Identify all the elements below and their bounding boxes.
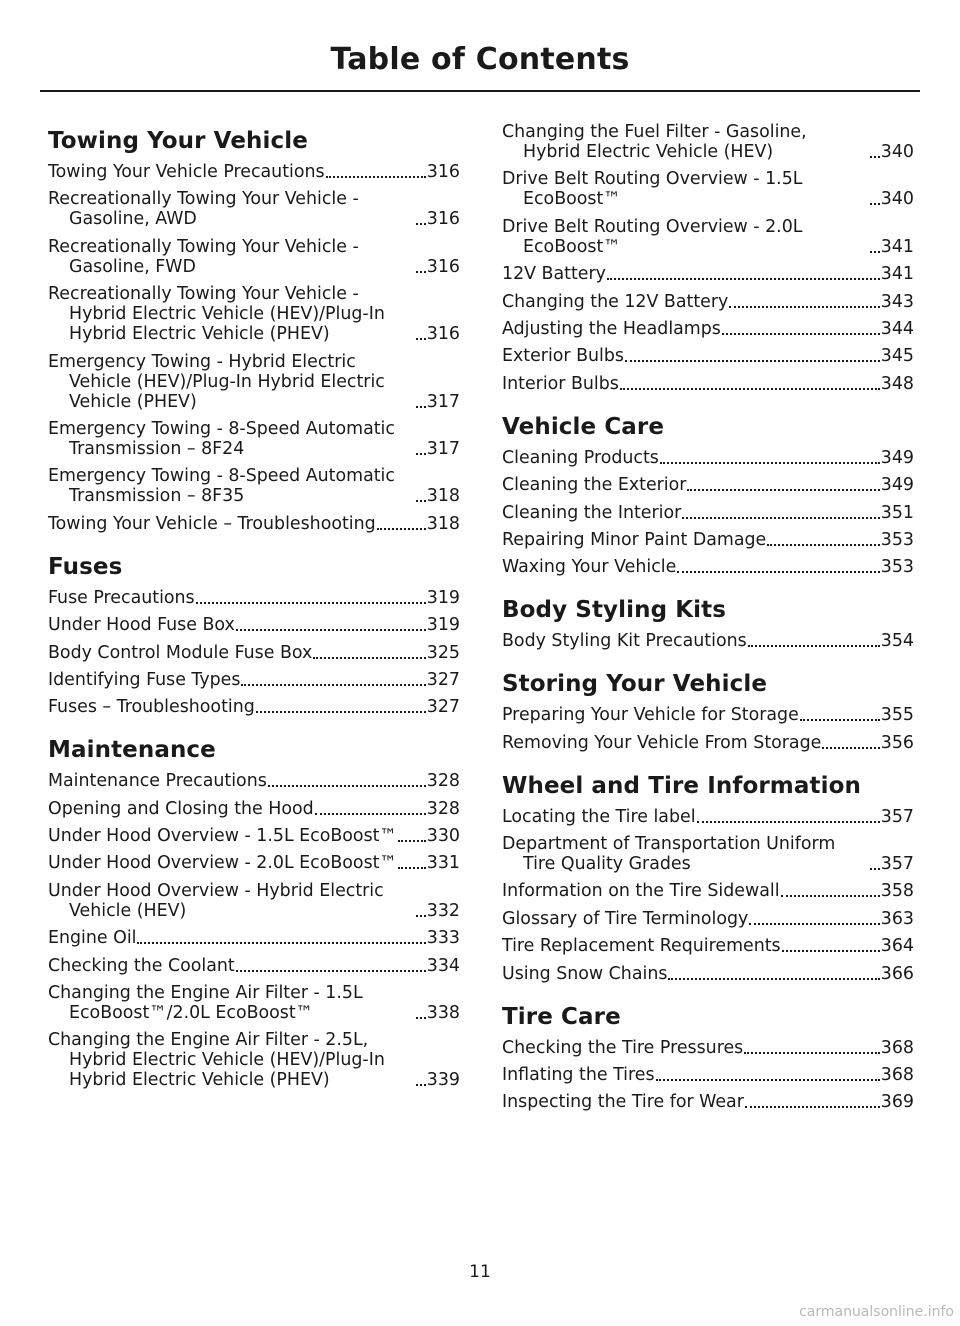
page-number: 11	[469, 1262, 491, 1282]
dot-leader	[782, 950, 880, 952]
toc-entry-title: Recreationally Towing Your Vehicle - Hybrid Electric Vehicle (HEV)/Plug-In Hybrid Electric Vehicle (PHEV)	[48, 284, 385, 345]
toc-entry-title: Exterior Bulbs	[502, 346, 624, 367]
toc-entry-page: 356	[880, 732, 914, 753]
toc-entry[interactable]	[48, 697, 460, 717]
page-title: Table of Contents	[330, 42, 630, 77]
toc-entry-page: 351	[880, 502, 914, 523]
toc-entry[interactable]	[48, 466, 460, 506]
toc-entry[interactable]	[48, 284, 460, 344]
toc-entry-page: 332	[426, 900, 460, 921]
toc-entry-page: 339	[426, 1070, 460, 1091]
toc-entry[interactable]	[502, 319, 914, 339]
toc-section	[502, 773, 914, 984]
toc-entry-page: 354	[880, 631, 914, 652]
dot-leader	[656, 1079, 880, 1081]
dot-leader	[315, 813, 426, 815]
toc-entry-title: Inspecting the Tire for Wear	[502, 1092, 744, 1113]
toc-entry-title: Body Control Module Fuse Box	[48, 642, 313, 663]
toc-entry-title: Department of Transportation Uniform Tire Quality Grades	[502, 834, 836, 875]
toc-entry-page: 316	[426, 324, 460, 345]
section-heading: Body Styling Kits	[502, 597, 727, 624]
toc-entry-page: 316	[426, 209, 460, 230]
dot-leader	[625, 360, 880, 362]
toc-section	[48, 128, 460, 534]
toc-entry-page: 353	[880, 529, 914, 550]
toc-entry[interactable]	[48, 588, 460, 608]
toc-entry-title: Opening and Closing the Hood	[48, 798, 314, 819]
toc-entry[interactable]	[48, 352, 460, 412]
toc-entry[interactable]	[502, 1092, 914, 1112]
toc-entry[interactable]	[502, 530, 914, 550]
section-heading: Vehicle Care	[502, 413, 665, 440]
toc-entry-page: 331	[426, 853, 460, 874]
toc-entry-page: 316	[426, 162, 460, 182]
toc-entry-page: 341	[880, 236, 914, 257]
toc-entry-title: Towing Your Vehicle Precautions	[48, 162, 325, 182]
dot-leader	[416, 453, 426, 455]
dot-leader	[682, 517, 880, 519]
toc-entry-title: Towing Your Vehicle – Troubleshooting	[48, 513, 376, 534]
dot-leader	[416, 1084, 426, 1086]
toc-entry-page: 355	[880, 705, 914, 726]
toc-entry[interactable]	[48, 670, 460, 690]
toc-entry-page: 345	[880, 346, 914, 367]
dot-leader	[236, 970, 426, 972]
toc-entry-title: Changing the Engine Air Filter - 2.5L, Hybrid Electric Vehicle (HEV)/Plug-In Hybrid Electric Vehicle (PHEV)	[48, 1030, 385, 1091]
dot-leader	[687, 489, 879, 491]
dot-leader	[313, 657, 426, 659]
dot-leader	[377, 528, 426, 530]
dot-leader	[416, 500, 426, 502]
toc-entry-title: Drive Belt Routing Overview - 2.0L EcoBoost™	[502, 216, 803, 257]
toc-entry[interactable]	[502, 292, 914, 312]
section-heading: Tire Care	[502, 1003, 621, 1030]
toc-entry-page: 340	[880, 142, 914, 162]
toc-entry-title: Recreationally Towing Your Vehicle - Gasoline, FWD	[48, 236, 359, 277]
toc-column-right	[502, 122, 914, 1122]
toc-entry-title: Emergency Towing - 8-Speed Automatic Transmission – 8F24	[48, 418, 395, 459]
dot-leader	[398, 840, 426, 842]
toc-entry-page: 319	[426, 615, 460, 636]
dot-leader	[660, 462, 880, 464]
toc-entry-title: Under Hood Overview - Hybrid Electric Vehicle (HEV)	[48, 880, 384, 921]
toc-entry[interactable]	[502, 374, 914, 394]
toc-entry-title: Under Hood Overview - 2.0L EcoBoost™	[48, 853, 397, 874]
toc-entry[interactable]	[502, 964, 914, 984]
toc-entry-page: 369	[880, 1092, 914, 1113]
dot-leader	[416, 338, 426, 340]
toc-entry-title: 12V Battery	[502, 264, 606, 285]
dot-leader	[326, 176, 426, 178]
dot-leader	[137, 942, 425, 944]
toc-entry-title: Identifying Fuse Types	[48, 669, 241, 690]
toc-entry-title: Repairing Minor Paint Damage	[502, 529, 767, 550]
dot-leader	[722, 333, 880, 335]
toc-entry-page: 353	[880, 557, 914, 578]
dot-leader	[416, 271, 426, 273]
dot-leader	[870, 251, 880, 253]
toc-entry-page: 358	[880, 881, 914, 902]
toc-entry-title: Checking the Coolant	[48, 955, 235, 976]
watermark-text: carmanualsonline.info	[799, 1304, 954, 1320]
toc-entry[interactable]	[502, 346, 914, 366]
toc-section	[502, 414, 914, 578]
toc-section	[502, 597, 914, 651]
toc-entry[interactable]	[502, 217, 914, 257]
toc-entry-title: Removing Your Vehicle From Storage	[502, 732, 822, 753]
toc-entry[interactable]	[502, 264, 914, 284]
toc-entry[interactable]	[48, 162, 460, 182]
toc-entry-page: 357	[880, 806, 914, 827]
toc-entry-title: Information on the Tire Sidewall	[502, 881, 780, 902]
toc-entry[interactable]	[48, 615, 460, 635]
dot-leader	[241, 684, 425, 686]
toc-entry[interactable]	[48, 799, 460, 819]
dot-leader	[268, 785, 426, 787]
dot-leader	[800, 719, 880, 721]
dot-leader	[236, 629, 426, 631]
toc-entry[interactable]	[48, 419, 460, 459]
toc-entry-title: Drive Belt Routing Overview - 1.5L EcoBoost™	[502, 169, 803, 210]
toc-section	[502, 1004, 914, 1113]
toc-entry[interactable]	[502, 122, 914, 162]
toc-entry[interactable]	[48, 189, 460, 229]
toc-entry-page: 318	[426, 513, 460, 534]
toc-entry-title: Under Hood Fuse Box	[48, 615, 235, 636]
dot-leader	[749, 923, 879, 925]
dot-leader	[697, 821, 880, 823]
toc-entry-page: 316	[426, 256, 460, 277]
toc-entry-title: Waxing Your Vehicle	[502, 557, 677, 578]
dot-leader	[416, 406, 426, 408]
toc-entry[interactable]	[502, 881, 914, 901]
toc-entry[interactable]	[48, 514, 460, 534]
toc-entry-page: 341	[880, 264, 914, 285]
dot-leader	[822, 747, 879, 749]
toc-entry-page: 363	[880, 908, 914, 929]
toc-entry[interactable]	[48, 853, 460, 873]
toc-entry[interactable]	[48, 1030, 460, 1090]
dot-leader	[416, 915, 426, 917]
toc-section	[502, 122, 914, 394]
toc-entry-title: Engine Oil	[48, 928, 137, 949]
toc-entry-title: Recreationally Towing Your Vehicle - Gasoline, AWD	[48, 189, 359, 230]
toc-entry-title: Checking the Tire Pressures	[502, 1037, 744, 1058]
dot-leader	[870, 868, 880, 870]
toc-section	[502, 671, 914, 752]
toc-entry-title: Fuses – Troubleshooting	[48, 697, 255, 718]
toc-entry-page: 327	[426, 669, 460, 690]
toc-entry-title: Tire Replacement Requirements	[502, 936, 781, 957]
toc-entry[interactable]	[502, 631, 914, 651]
dot-leader	[677, 571, 880, 573]
toc-entry-title: Fuse Precautions	[48, 587, 195, 608]
toc-entry[interactable]	[502, 936, 914, 956]
dot-leader	[781, 895, 880, 897]
toc-entry[interactable]	[502, 448, 914, 468]
toc-entry-title: Cleaning the Exterior	[502, 475, 687, 496]
toc-entry-title: Emergency Towing - Hybrid Electric Vehicle (HEV)/Plug-In Hybrid Electric Vehicle (PHEV)	[48, 351, 385, 412]
toc-entry-page: 366	[880, 963, 914, 984]
toc-entry-title: Locating the Tire label	[502, 806, 696, 827]
toc-entry[interactable]	[502, 1065, 914, 1085]
dot-leader	[767, 544, 880, 546]
toc-entry-page: 328	[426, 798, 460, 819]
toc-entry-page: 330	[426, 826, 460, 847]
toc-entry[interactable]	[502, 557, 914, 577]
toc-entry[interactable]	[502, 503, 914, 523]
toc-entry-page: 349	[880, 447, 914, 468]
section-heading: Storing Your Vehicle	[502, 671, 768, 698]
section-heading: Fuses	[48, 553, 123, 580]
toc-entry[interactable]	[502, 909, 914, 929]
toc-entry-title: Changing the 12V Battery	[502, 291, 729, 312]
toc-entry-title: Changing the Fuel Filter - Gasoline, Hybrid Electric Vehicle (HEV)	[502, 122, 807, 162]
dot-leader	[416, 223, 426, 225]
dot-leader	[745, 1106, 880, 1108]
toc-entry[interactable]	[502, 1038, 914, 1058]
dot-leader	[729, 306, 880, 308]
dot-leader	[196, 602, 426, 604]
toc-entry-title: Changing the Engine Air Filter - 1.5L EcoBoost™/2.0L EcoBoost™	[48, 983, 363, 1024]
dot-leader	[870, 156, 880, 158]
toc-entry-page: 317	[426, 391, 460, 412]
toc-entry-page: 327	[426, 697, 460, 718]
section-heading: Wheel and Tire Information	[502, 772, 861, 799]
toc-entry[interactable]	[48, 956, 460, 976]
toc-entry[interactable]	[48, 928, 460, 948]
toc-entry[interactable]	[502, 807, 914, 827]
toc-section	[48, 554, 460, 718]
toc-entry[interactable]	[502, 169, 914, 209]
dot-leader	[256, 711, 426, 713]
dot-leader	[620, 388, 880, 390]
toc-entry-page: 349	[880, 475, 914, 496]
toc-section	[48, 737, 460, 1090]
toc-entry[interactable]	[48, 771, 460, 791]
header-divider	[40, 90, 920, 92]
toc-entry-page: 340	[880, 189, 914, 210]
toc-entry-title: Glossary of Tire Terminology	[502, 908, 749, 929]
toc-entry[interactable]	[48, 237, 460, 277]
toc-entry-title: Adjusting the Headlamps	[502, 318, 721, 339]
section-heading: Towing Your Vehicle	[48, 128, 308, 154]
dot-leader	[416, 1017, 426, 1019]
toc-entry-page: 343	[880, 291, 914, 312]
toc-entry-title: Under Hood Overview - 1.5L EcoBoost™	[48, 826, 397, 847]
dot-leader	[398, 867, 426, 869]
toc-entry-title: Maintenance Precautions	[48, 771, 267, 792]
toc-entry-page: 318	[426, 486, 460, 507]
toc-entry-page: 317	[426, 438, 460, 459]
toc-entry[interactable]	[48, 826, 460, 846]
toc-entry-title: Cleaning Products	[502, 447, 659, 468]
toc-entry-title: Interior Bulbs	[502, 373, 619, 394]
dot-leader	[748, 645, 880, 647]
toc-entry[interactable]	[48, 881, 460, 921]
toc-entry[interactable]	[502, 705, 914, 725]
toc-entry-page: 333	[426, 928, 460, 949]
toc-entry-page: 328	[426, 771, 460, 792]
toc-entry-page: 319	[426, 587, 460, 608]
toc-entry[interactable]	[502, 475, 914, 495]
dot-leader	[607, 278, 880, 280]
toc-entry-page: 344	[880, 318, 914, 339]
section-heading: Maintenance	[48, 737, 216, 764]
toc-entry-page: 348	[880, 373, 914, 394]
toc-entry-page: 334	[426, 955, 460, 976]
toc-entry-title: Body Styling Kit Precautions	[502, 631, 747, 652]
toc-entry-page: 368	[880, 1037, 914, 1058]
toc-entry-title: Inflating the Tires	[502, 1065, 655, 1086]
toc-entry-title: Cleaning the Interior	[502, 502, 682, 523]
toc-entry-page: 325	[426, 642, 460, 663]
toc-entry-page: 364	[880, 936, 914, 957]
dot-leader	[870, 203, 880, 205]
toc-entry-title: Using Snow Chains	[502, 963, 668, 984]
toc-entry-title: Preparing Your Vehicle for Storage	[502, 705, 799, 726]
toc-column-left	[48, 128, 460, 1100]
toc-entry[interactable]	[502, 834, 914, 874]
toc-entry[interactable]	[502, 733, 914, 753]
toc-entry-page: 357	[880, 854, 914, 875]
toc-entry-page: 338	[426, 1003, 460, 1024]
toc-entry[interactable]	[48, 983, 460, 1023]
toc-entry-title: Emergency Towing - 8-Speed Automatic Transmission – 8F35	[48, 466, 395, 507]
toc-entry[interactable]	[48, 643, 460, 663]
dot-leader	[744, 1052, 880, 1054]
toc-entry-page: 368	[880, 1065, 914, 1086]
dot-leader	[668, 978, 879, 980]
